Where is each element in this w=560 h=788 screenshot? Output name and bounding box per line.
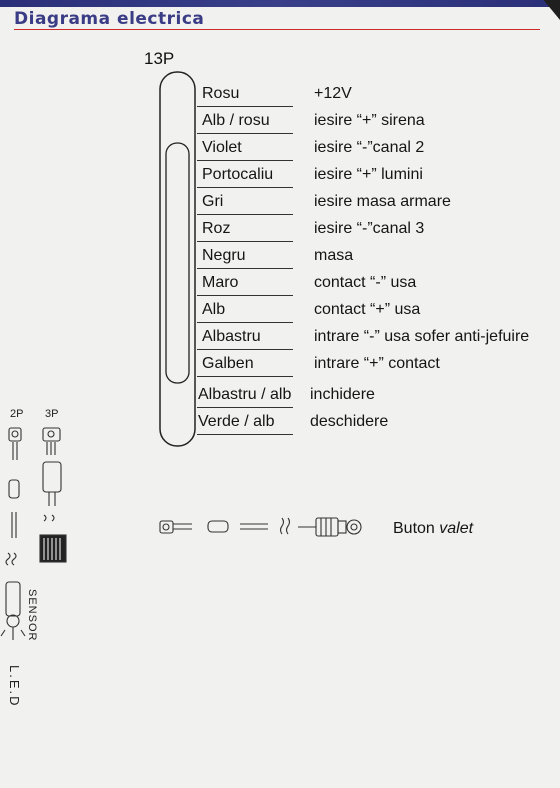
page-title: Diagrama electrica	[14, 9, 205, 29]
wire-color-label: Violet	[202, 139, 242, 156]
wire-color-label: Roz	[202, 220, 231, 237]
valet-prefix: Buton	[393, 520, 435, 537]
wire-function-label: intrare “+” contact	[314, 355, 440, 372]
valet-button-label	[393, 520, 473, 538]
sensor-label: SENSOR	[26, 589, 38, 642]
wire-function-label: masa	[314, 247, 354, 264]
valet-button-symbol	[160, 518, 361, 536]
connector-13p-label: 13P	[144, 49, 175, 68]
wire-row	[0, 242, 560, 269]
led-2p-label: 2P	[10, 408, 24, 420]
wire-function-label: intrare “-” usa sofer anti-jefuire	[314, 328, 530, 345]
wire-function-label: iesire “+” sirena	[314, 112, 425, 129]
wire-line	[197, 376, 293, 377]
valet-emphasis: valet	[439, 520, 474, 537]
wire-row	[0, 215, 560, 242]
wire-function-label: deschidere	[310, 413, 389, 430]
wire-color-label: Albastru	[202, 328, 261, 345]
wire-row	[0, 296, 560, 323]
wire-color-label: Gri	[202, 193, 224, 210]
wire-row	[0, 80, 560, 107]
wire-color-label: Negru	[202, 247, 246, 264]
wire-row	[0, 408, 560, 435]
wire-color-label: Alb	[202, 301, 226, 318]
wire-row	[0, 107, 560, 134]
wire-function-label: iesire masa armare	[314, 193, 451, 210]
wire-color-label: Maro	[202, 274, 239, 291]
wire-row	[0, 161, 560, 188]
wire-line	[197, 434, 293, 435]
wire-color-label: Rosu	[202, 85, 240, 102]
wire-function-label: inchidere	[310, 386, 375, 403]
wire-function-label: iesire “-”canal 3	[314, 220, 425, 237]
sensor-3p-symbol	[40, 428, 66, 562]
led-label: L.E.D	[7, 665, 22, 708]
wire-function-label: +12V	[314, 85, 352, 102]
wire-row	[0, 269, 560, 296]
wire-color-label: Galben	[202, 355, 254, 372]
wire-color-label: Verde / alb	[198, 413, 275, 430]
wire-row	[0, 381, 560, 408]
wire-function-label: contact “-” usa	[314, 274, 417, 291]
wire-row	[0, 188, 560, 215]
led-2p-symbol	[1, 428, 25, 640]
wire-color-label: Alb / rosu	[202, 112, 270, 129]
wire-function-label: contact “+” usa	[314, 301, 421, 318]
wire-row	[0, 134, 560, 161]
wire-row	[0, 323, 560, 350]
wire-color-label: Albastru / alb	[198, 386, 292, 403]
wire-function-label: iesire “-”canal 2	[314, 139, 425, 156]
sensor-3p-label: 3P	[45, 408, 59, 420]
wire-color-label: Portocaliu	[202, 166, 274, 183]
wire-row	[0, 350, 560, 377]
wire-function-label: iesire “+” lumini	[314, 166, 423, 183]
